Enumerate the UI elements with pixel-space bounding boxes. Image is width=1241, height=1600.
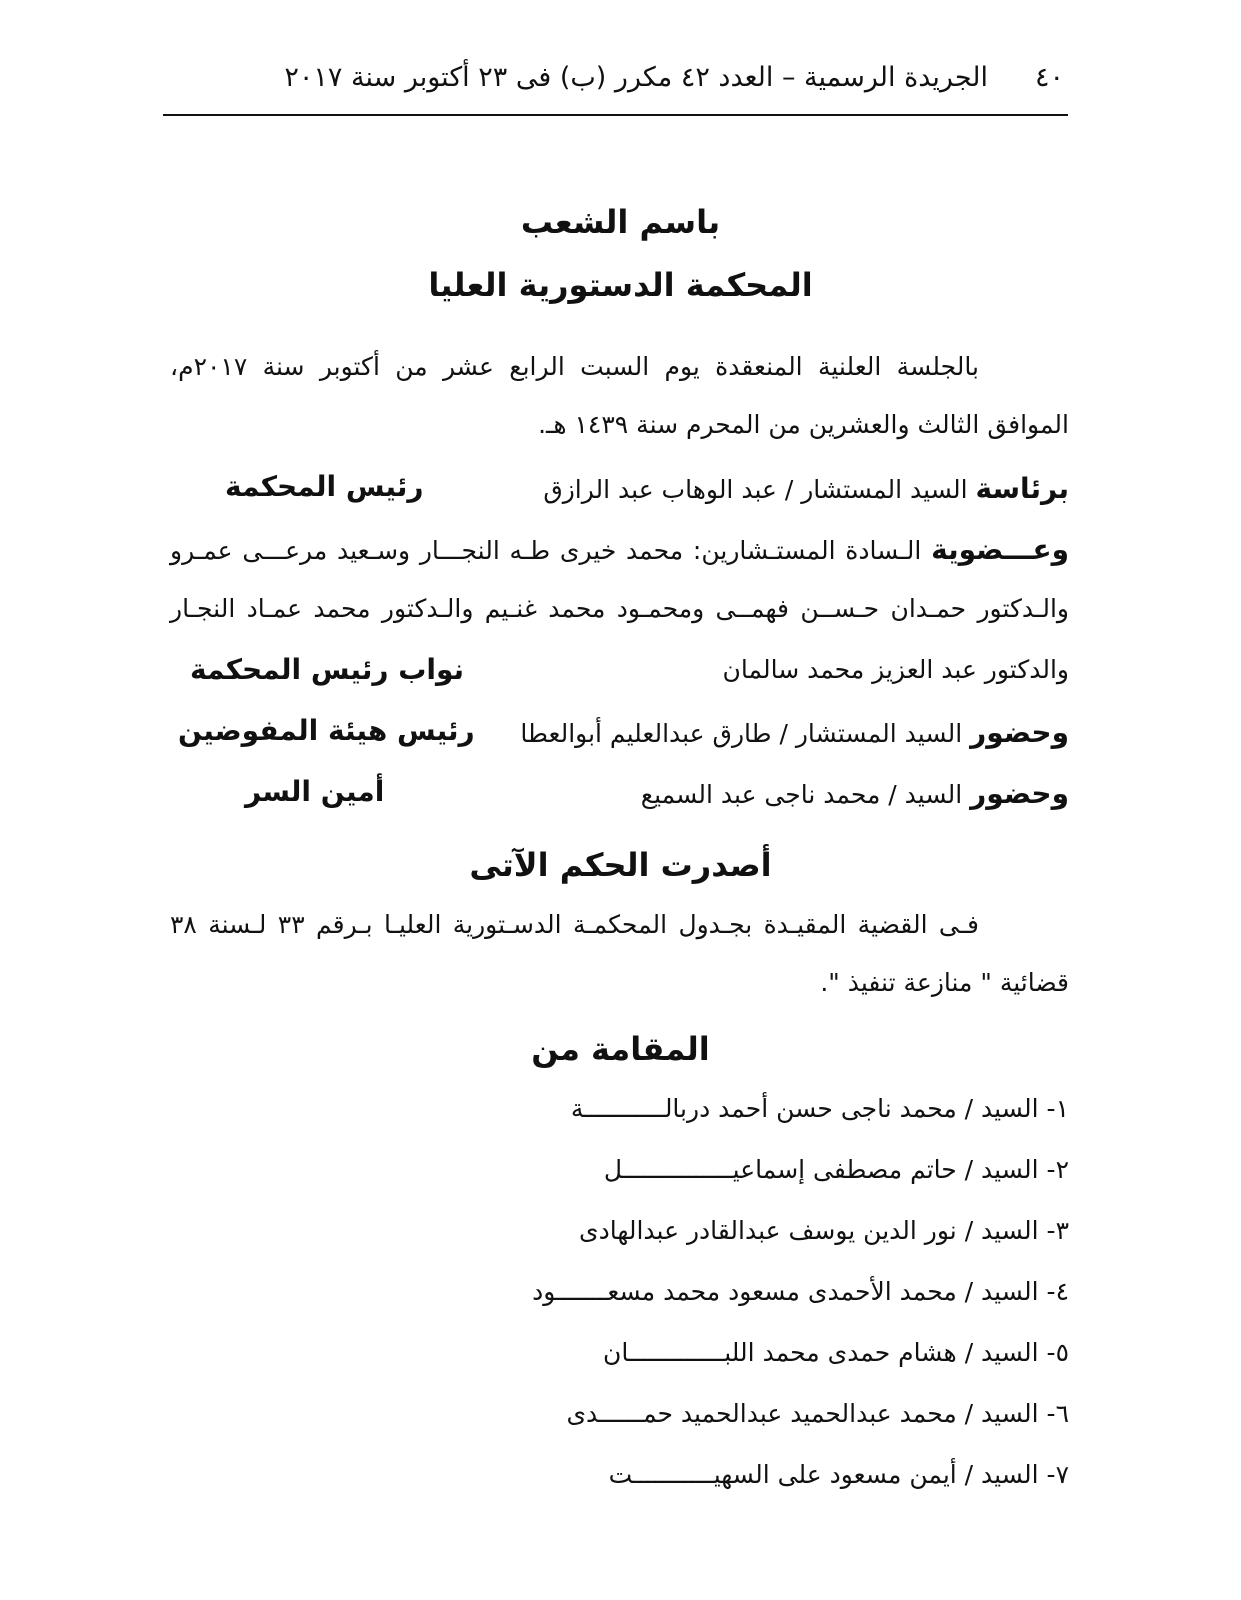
in-name-of-people-title: باسم الشعب — [520, 203, 721, 241]
membership-line-1 — [170, 533, 1069, 566]
commissioners-line — [170, 716, 1069, 756]
session-line-2: الموافق الثالث والعشرين من المحرم سنة ١٤٣٩ هـ. — [538, 410, 1069, 439]
membership-role: نواب رئيس المحكمة — [190, 653, 465, 686]
secretary-lead: وحضور — [970, 777, 1069, 810]
plaintiff-item: ٦- السيد / محمد عبدالحميد عبدالحميد حمــــــدى — [566, 1399, 1069, 1428]
membership-lead: وعـــضوية — [931, 533, 1069, 566]
case-line-1: فـى القضية المقيـدة بجـدول المحكمـة الدسـتورية العليـا بـرقم ٣٣ لـسنة ٣٨ — [170, 910, 979, 939]
membership-text-1: الـسادة المستـشارين: محمد خيرى طـه النجـــار وسـعيد مرعـــى عمـرو — [170, 536, 932, 565]
membership-line-2: والـدكتور حمـدان حـســن فهمــى ومحمـود محمد غنـيم والـدكتور محمد عمـاد النجـار — [170, 594, 1069, 623]
plaintiff-item: ١- السيد / محمد ناجى حسن أحمد دربالـــــــــــة — [570, 1094, 1069, 1123]
plaintiff-item: ٢- السيد / حاتم مصطفى إسماعيـــــــــــــــل — [603, 1155, 1069, 1184]
commissioners-text: السيد المستشار / طارق عبدالعليم أبوالعطا — [520, 719, 971, 748]
membership-text-3: والدكتور عبد العزيز محمد سالمان — [722, 655, 1069, 684]
page-number: ٤٠ — [1034, 62, 1064, 93]
secretary-text: السيد / محمد ناجى عبد السميع — [640, 780, 971, 809]
session-line-1: بالجلسة العلنية المنعقدة يوم السبت الرابع عشر من أكتوبر سنة ٢٠١٧م، — [170, 352, 979, 381]
presidency-line — [170, 472, 1069, 512]
filed-by-heading: المقامة من — [531, 1030, 710, 1068]
plaintiff-item: ٥- السيد / هشام حمدى محمد اللبـــــــــــــان — [603, 1338, 1069, 1367]
court-name-title: المحكمة الدستورية العليا — [428, 266, 813, 304]
plaintiff-item: ٣- السيد / نور الدين يوسف عبدالقادر عبدالهادى — [579, 1216, 1069, 1245]
plaintiff-item: ٧- السيد / أيمن مسعود على السهيـــــــــــت — [608, 1460, 1069, 1489]
secretary-line — [170, 777, 1069, 817]
commissioners-lead: وحضور — [970, 716, 1069, 749]
presidency-lead: برئاسة — [975, 472, 1069, 505]
verdict-heading: أصدرت الحكم الآتى — [469, 846, 772, 884]
gazette-title: الجريدة الرسمية – العدد ٤٢ مكرر (ب) فى ٢٣ أكتوبر سنة ٢٠١٧ — [284, 62, 988, 93]
presidency-role: رئيس المحكمة — [225, 470, 424, 503]
commissioners-role: رئيس هيئة المفوضين — [178, 714, 475, 747]
plaintiff-item: ٤- السيد / محمد الأحمدى مسعود محمد مسعـــــــود — [532, 1277, 1069, 1306]
membership-line-3 — [170, 655, 1069, 695]
presidency-text: السيد المستشار / عبد الوهاب عبد الرازق — [543, 475, 976, 504]
case-line-2: قضائية " منازعة تنفيذ ". — [820, 968, 1069, 997]
secretary-role: أمين السر — [245, 775, 385, 808]
running-header — [163, 58, 1068, 116]
